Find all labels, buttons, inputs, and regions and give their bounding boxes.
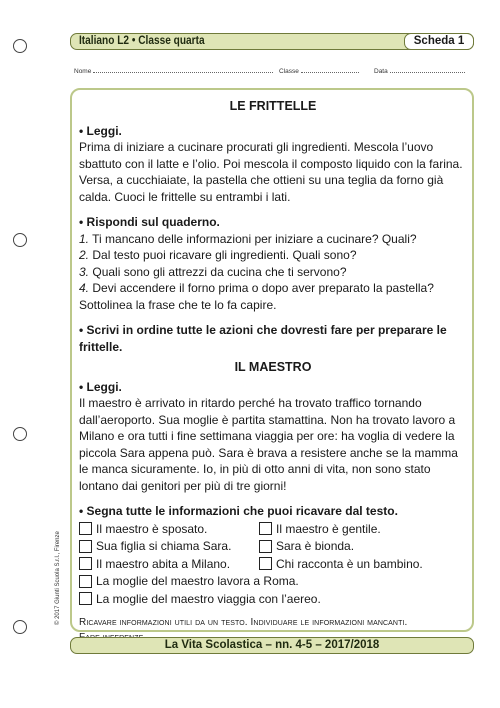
- section2-text: Il maestro è arrivato in ritardo perché ha trovato traffico tornando dall’aeroporto. Sua moglie è partita stamattina. Non ha trovato lavoro a Milano e ora tutti i fine settimana viaggia per ore: ha voglia di vedere la piccola Sara appena può. Sara è brava a resistere anche se la mamma le manca sicuramente. Io, in più di otto anni di vita, non sono stato lontano dai genitori per più di tre giorni!: [79, 396, 458, 493]
- section2-segna: • Segna tutte le informazioni che puoi ricavare dal testo.: [79, 504, 398, 518]
- question-4: 4. Devi accendere il forno prima o dopo aver preparato la pastella? Sottolinea la frase che te lo fa capire.: [79, 281, 434, 312]
- option-row: La moglie del maestro viaggia con l’aereo.: [79, 591, 464, 608]
- field-data[interactable]: [374, 66, 465, 75]
- checkbox[interactable]: [259, 522, 272, 535]
- section1-text: Prima di iniziare a cucinare procurati gli ingredienti. Mescola l’uovo sbattuto con il latte e l’olio. Poi mescola il composto liquido con la farina. Versa, a cucchiaiate, la pastella che ottieni su una teglia da forno già calda. Cuoci le frittelle su entrambi i lati.: [79, 140, 463, 204]
- checkbox[interactable]: [79, 557, 92, 570]
- checkbox[interactable]: [259, 540, 272, 553]
- section1-rispondi: • Rispondi sul quaderno.: [79, 215, 220, 229]
- option-row: Il maestro è gentile.: [259, 521, 464, 538]
- field-data-label: Data: [374, 68, 388, 75]
- header-title: Italiano L2 • Classe quarta: [79, 35, 205, 47]
- scheda-label: Scheda 1: [404, 33, 474, 50]
- copyright-vertical: © 2017 Giunti Scuola S.r.l., Firenze: [55, 531, 61, 625]
- option-row: Il maestro abita a Milano.: [79, 556, 259, 573]
- field-classe[interactable]: [279, 66, 359, 75]
- section1-scrivi: • Scrivi in ordine tutte le azioni che dovresti fare per preparare le frittelle.: [79, 323, 447, 354]
- checkbox[interactable]: [79, 592, 92, 605]
- option-row: Sua figlia si chiama Sara.: [79, 538, 259, 555]
- section1-title: LE FRITTELLE: [229, 99, 317, 113]
- question-1: 1. Ti mancano delle informazioni per iniziare a cucinare? Quali?: [79, 231, 417, 246]
- section1-leggi: • Leggi.: [79, 123, 122, 138]
- field-nome[interactable]: [74, 66, 273, 75]
- field-nome-label: Nome: [74, 68, 92, 75]
- question-3: 3. Quali sono gli attrezzi da cucina che ti servono?: [79, 264, 347, 279]
- option-row: Il maestro è sposato.: [79, 521, 259, 538]
- checkbox[interactable]: [79, 540, 92, 553]
- binder-hole-1: [13, 39, 27, 53]
- section2-leggi: • Leggi.: [79, 379, 122, 394]
- checkbox[interactable]: [259, 557, 272, 570]
- checkbox-list: [79, 521, 467, 608]
- field-classe-label: Classe: [279, 68, 299, 75]
- header-bar: [70, 33, 474, 50]
- binder-hole-3: [13, 427, 27, 441]
- binder-hole-4: [13, 620, 27, 634]
- option-row: Chi racconta è un bambino.: [259, 556, 464, 573]
- section2-title: IL MAESTRO: [234, 360, 312, 374]
- binder-hole-2: [13, 233, 27, 247]
- checkbox[interactable]: [79, 522, 92, 535]
- question-2: 2. Dal testo puoi ricavare gli ingredienti. Quali sono?: [79, 248, 357, 262]
- checkbox[interactable]: [79, 575, 92, 588]
- option-row: Sara è bionda.: [259, 538, 464, 555]
- footer-bar: La Vita Scolastica – nn. 4-5 – 2017/2018: [70, 637, 474, 654]
- option-row: La moglie del maestro lavora a Roma.: [79, 573, 464, 590]
- worksheet-content: [79, 96, 467, 645]
- objectives-line-1: Ricavare informazioni utili da un testo. Individuare le informazioni mancanti.: [79, 617, 408, 628]
